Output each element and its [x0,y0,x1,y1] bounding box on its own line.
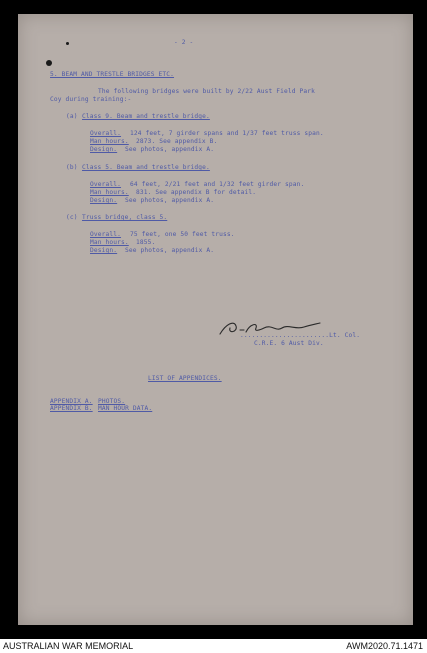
item-marker: (c) [66,214,78,221]
section-heading: 5. BEAM AND TRESTLE BRIDGES ETC. [50,71,175,78]
page-number: - 2 - [174,39,194,46]
item-line-text: 2873. See appendix B. [136,138,218,145]
document-page [18,14,413,625]
item-line-label: Overall. [90,181,122,188]
intro-line-2: Coy during training:- [50,96,132,103]
item-line-label: Design. [90,247,118,254]
signature-line: .......................Lt. Col. [240,332,361,339]
footer-bar [0,639,427,653]
signature-title: C.R.E. 6 Aust Div. [254,340,324,347]
item-line-text: See photos, appendix A. [125,146,215,153]
appendix-text: MAN HOUR DATA. [98,405,153,412]
item-line-label: Design. [90,146,118,153]
item-marker: (a) [66,113,78,120]
punch-hole-top [66,42,69,45]
item-line-label: Overall. [90,231,122,238]
item-line-label: Design. [90,197,118,204]
item-line-text: 1855. [136,239,156,246]
item-line-text: 64 feet, 2/21 feet and 1/32 feet girder span. [130,181,305,188]
item-line-label: Man hours. [90,138,129,145]
intro-line-1: The following bridges were built by 2/22 Aust Field Park [98,88,316,95]
item-marker: (b) [66,164,78,171]
item-line-label: Man hours. [90,189,129,196]
footer-accession-number: AWM2020.71.1471 [346,641,423,651]
appendix-label: APPENDIX B. [50,405,93,412]
footer-institution: AUSTRALIAN WAR MEMORIAL [3,641,134,651]
item-title: Truss bridge, class 5. [82,214,168,221]
item-line-label: Man hours. [90,239,129,246]
appendices-heading: LIST OF APPENDICES. [148,375,222,382]
item-title: Class 9. Beam and trestle bridge. [82,113,210,120]
item-line-text: See photos, appendix A. [125,247,215,254]
appendix-label: APPENDIX A. [50,398,93,405]
item-line-text: 831. See appendix B for detail. [136,189,257,196]
appendix-text: PHOTOS. [98,398,126,405]
item-line-text: See photos, appendix A. [125,197,215,204]
item-line-label: Overall. [90,130,122,137]
punch-hole [46,60,52,66]
item-line-text: 75 feet, one 50 feet truss. [130,231,235,238]
item-title: Class 5. Beam and trestle bridge. [82,164,210,171]
item-line-text: 124 feet, 7 girder spans and 1/37 feet truss span. [130,130,324,137]
